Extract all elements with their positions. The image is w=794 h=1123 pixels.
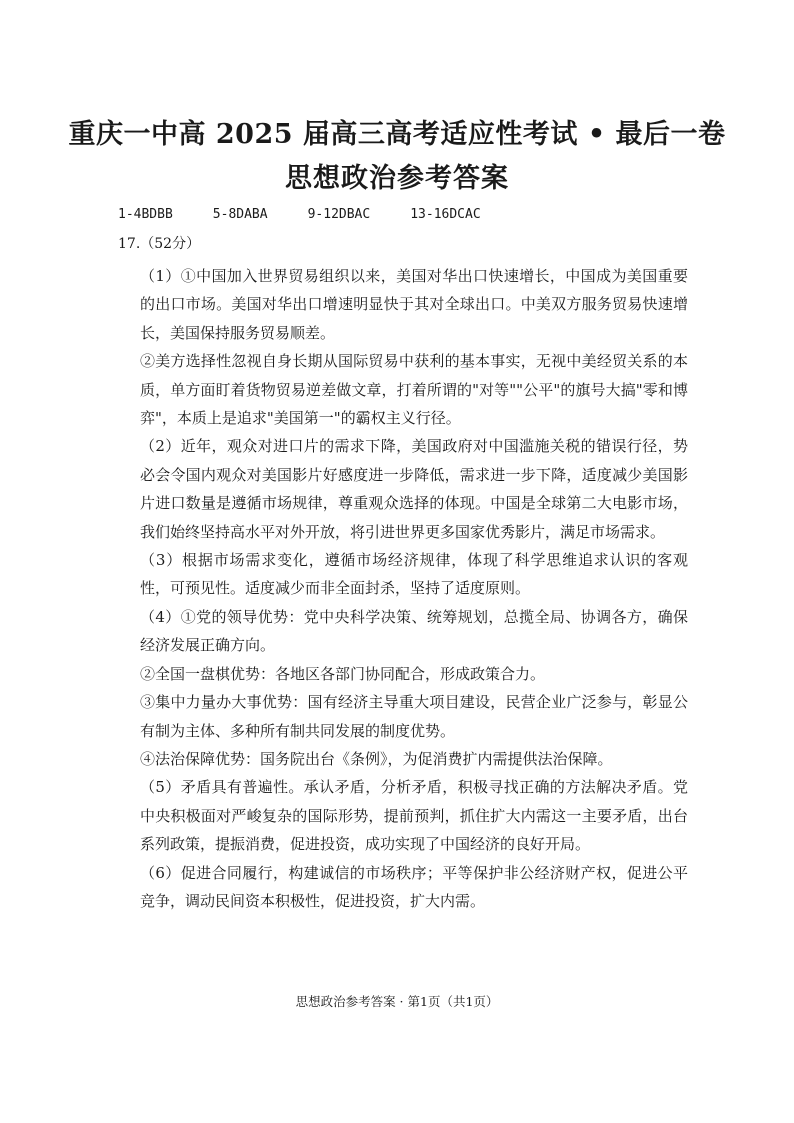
answer-paragraph: ②美方选择性忽视自身长期从国际贸易中获利的基本事实，无视中美经贸关系的本质，单方面盯着货物贸易逆差做文章，打着所谓的"对等""公平"的旗号大搞"零和博弈"，本质上是追求"美国第一"的霸权主义行径。: [140, 352, 688, 428]
question-17-answers: [140, 262, 688, 915]
answer-paragraph: （1）①中国加入世界贸易组织以来，美国对华出口快速增长，中国成为美国重要的出口市场。美国对华出口增速明显快于其对全球出口。中美双方服务贸易快速增长，美国保持服务贸易顺差。: [140, 267, 688, 342]
choice-answer-group: 5-8DABA: [212, 207, 268, 222]
answer-paragraph: （6）促进合同履行，构建诚信的市场秩序；平等保护非公经济财产权，促进公平竞争，调动民间资本积极性，促进投资，扩大内需。: [140, 863, 688, 910]
choice-answer-group: 13-16DCAC: [410, 207, 481, 222]
answer-paragraph: ②全国一盘棋优势：各地区各部门协同配合，形成政策合力。: [140, 664, 546, 683]
page-subtitle: 思想政治参考答案: [285, 163, 509, 194]
choice-answers: [118, 207, 481, 222]
answer-paragraph: （3）根据市场需求变化，遵循市场经济规律，体现了科学思维追求认识的客观性，可预见性。适度减少而非全面封杀，坚持了适度原则。: [140, 551, 688, 598]
answer-paragraph: （4）①党的领导优势：党中央科学决策、统筹规划，总揽全局、协调各方，确保经济发展正确方向。: [140, 607, 688, 655]
answer-paragraph: （2）近年，观众对进口片的需求下降，美国政府对中国滥施关税的错误行径，势必会令国内观众对美国影片好感度进一步降低，需求进一步下降，适度减少美国影片进口数量是遵循市场规律，尊重观众选择的体现。中国是全球第二大电影市场，我们始终坚持高水平对外开放，将引进世界更多国家优秀影片，满足市场需求。: [140, 437, 688, 541]
answer-paragraph: （5）矛盾具有普遍性。承认矛盾，分析矛盾，积极寻找正确的方法解决矛盾。党中央积极面对严峻复杂的国际形势，提前预判，抓住扩大内需这一主要矛盾，出台系列政策，提振消费，促进投资，成功实现了中国经济的良好开局。: [140, 778, 688, 854]
question-17-label: 17.（52分）: [118, 236, 201, 252]
answer-paragraph: ④法治保障优势：国务院出台《条例》，为促消费扩内需提供法治保障。: [140, 749, 613, 768]
answer-paragraph: ③集中力量办大事优势：国有经济主导重大项目建设，民营企业广泛参与，彰显公有制为主体、多种所有制共同发展的制度优势。: [140, 693, 688, 740]
page-title: 重庆一中高 2025 届高三高考适应性考试 • 最后一卷: [68, 119, 726, 150]
choice-answer-group: 1-4BDBB: [118, 207, 173, 222]
choice-answer-group: 9-12DBAC: [307, 207, 371, 222]
page-footer: 思想政治参考答案 · 第1页（共1页）: [295, 994, 499, 1009]
